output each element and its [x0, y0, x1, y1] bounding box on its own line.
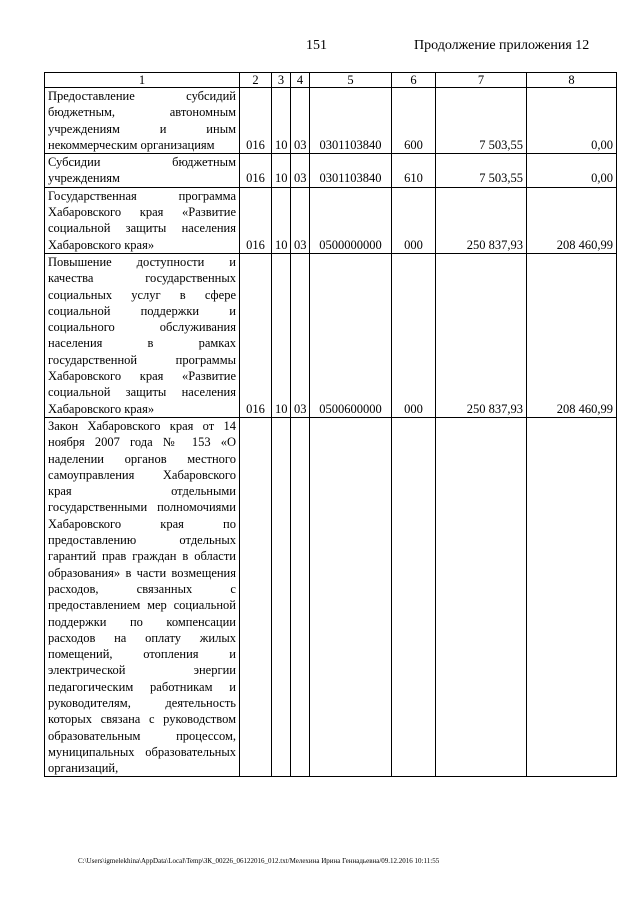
- column-header: 5: [310, 73, 392, 88]
- column-header: 3: [272, 73, 291, 88]
- column-header: 4: [291, 73, 310, 88]
- cell-amount-2: 0,00: [527, 154, 617, 188]
- page-number: 151: [306, 38, 327, 53]
- cell-amount-1: 250 837,93: [436, 187, 527, 253]
- cell-section: 10: [272, 154, 291, 188]
- cell-expense-type: [392, 417, 436, 777]
- table-row: [45, 187, 617, 253]
- cell-ministry: [240, 417, 272, 777]
- file-path-footer: C:\Users\igmelekhina\AppData\Local\Temp\ЗК_00226_06122016_012.txt/Мелехина Ирина Геннадьевна/09.12.2016 10:11:55: [78, 857, 440, 865]
- column-header: 7: [436, 73, 527, 88]
- cell-expense-type: 610: [392, 154, 436, 188]
- cell-expense-type: 000: [392, 187, 436, 253]
- table-row: [45, 253, 617, 417]
- column-header: 2: [240, 73, 272, 88]
- cell-amount-2: 208 460,99: [527, 187, 617, 253]
- row-name: Закон Хабаровского края от 14 ноября 2007 года № 153 «О наделении органов местного самоуправления Хабаровского края отдельными государственными полномочиями Хабаровского края по предоставлению отдельных гарантий прав граждан в области образования» в части возмещения расходов, связанных с предоставлением мер социальной поддержки по компенсации расходов на оплату жилых помещений, отопления и электрической энергии педагогическим работникам и руководителям, деятельность которых связана с руководством образовательным процессом, муниципальных образовательных организаций,: [45, 417, 240, 777]
- cell-subsection: [291, 417, 310, 777]
- cell-section: [272, 417, 291, 777]
- row-name: Государственная программа Хабаровского края «Развитие социальной защиты населения Хабаровского края»: [45, 187, 240, 253]
- cell-section: 10: [272, 88, 291, 154]
- cell-target-article: 0500000000: [310, 187, 392, 253]
- cell-ministry: 016: [240, 154, 272, 188]
- row-name: Предоставление субсидий бюджетным, автономным учреждениям и иным некоммерческим организациям: [45, 88, 240, 154]
- cell-target-article: 0500600000: [310, 253, 392, 417]
- cell-amount-1: [436, 417, 527, 777]
- table-row: [45, 88, 617, 154]
- column-header: 6: [392, 73, 436, 88]
- column-header: 1: [45, 73, 240, 88]
- row-name: Повышение доступности и качества государственных социальных услуг в сфере социальной поддержки и социального обслуживания населения в рамках государственной программы Хабаровского края «Развитие социальной защиты населения Хабаровского края»: [45, 253, 240, 417]
- cell-amount-1: 250 837,93: [436, 253, 527, 417]
- cell-target-article: 0301103840: [310, 88, 392, 154]
- cell-expense-type: 000: [392, 253, 436, 417]
- table-row: [45, 417, 617, 777]
- cell-amount-2: 208 460,99: [527, 253, 617, 417]
- cell-expense-type: 600: [392, 88, 436, 154]
- cell-amount-1: 7 503,55: [436, 154, 527, 188]
- cell-ministry: 016: [240, 88, 272, 154]
- column-header: 8: [527, 73, 617, 88]
- header-row: [45, 73, 617, 88]
- cell-amount-1: 7 503,55: [436, 88, 527, 154]
- cell-target-article: 0301103840: [310, 154, 392, 188]
- continuation-note: Продолжение приложения 12: [414, 38, 590, 53]
- cell-ministry: 016: [240, 253, 272, 417]
- cell-section: 10: [272, 187, 291, 253]
- row-name: Субсидии бюджетным учреждениям: [45, 154, 240, 188]
- cell-ministry: 016: [240, 187, 272, 253]
- cell-section: 10: [272, 253, 291, 417]
- cell-subsection: 03: [291, 187, 310, 253]
- cell-target-article: [310, 417, 392, 777]
- budget-table: [44, 72, 617, 777]
- cell-subsection: 03: [291, 154, 310, 188]
- table-row: [45, 154, 617, 188]
- cell-subsection: 03: [291, 88, 310, 154]
- cell-subsection: 03: [291, 253, 310, 417]
- cell-amount-2: [527, 417, 617, 777]
- cell-amount-2: 0,00: [527, 88, 617, 154]
